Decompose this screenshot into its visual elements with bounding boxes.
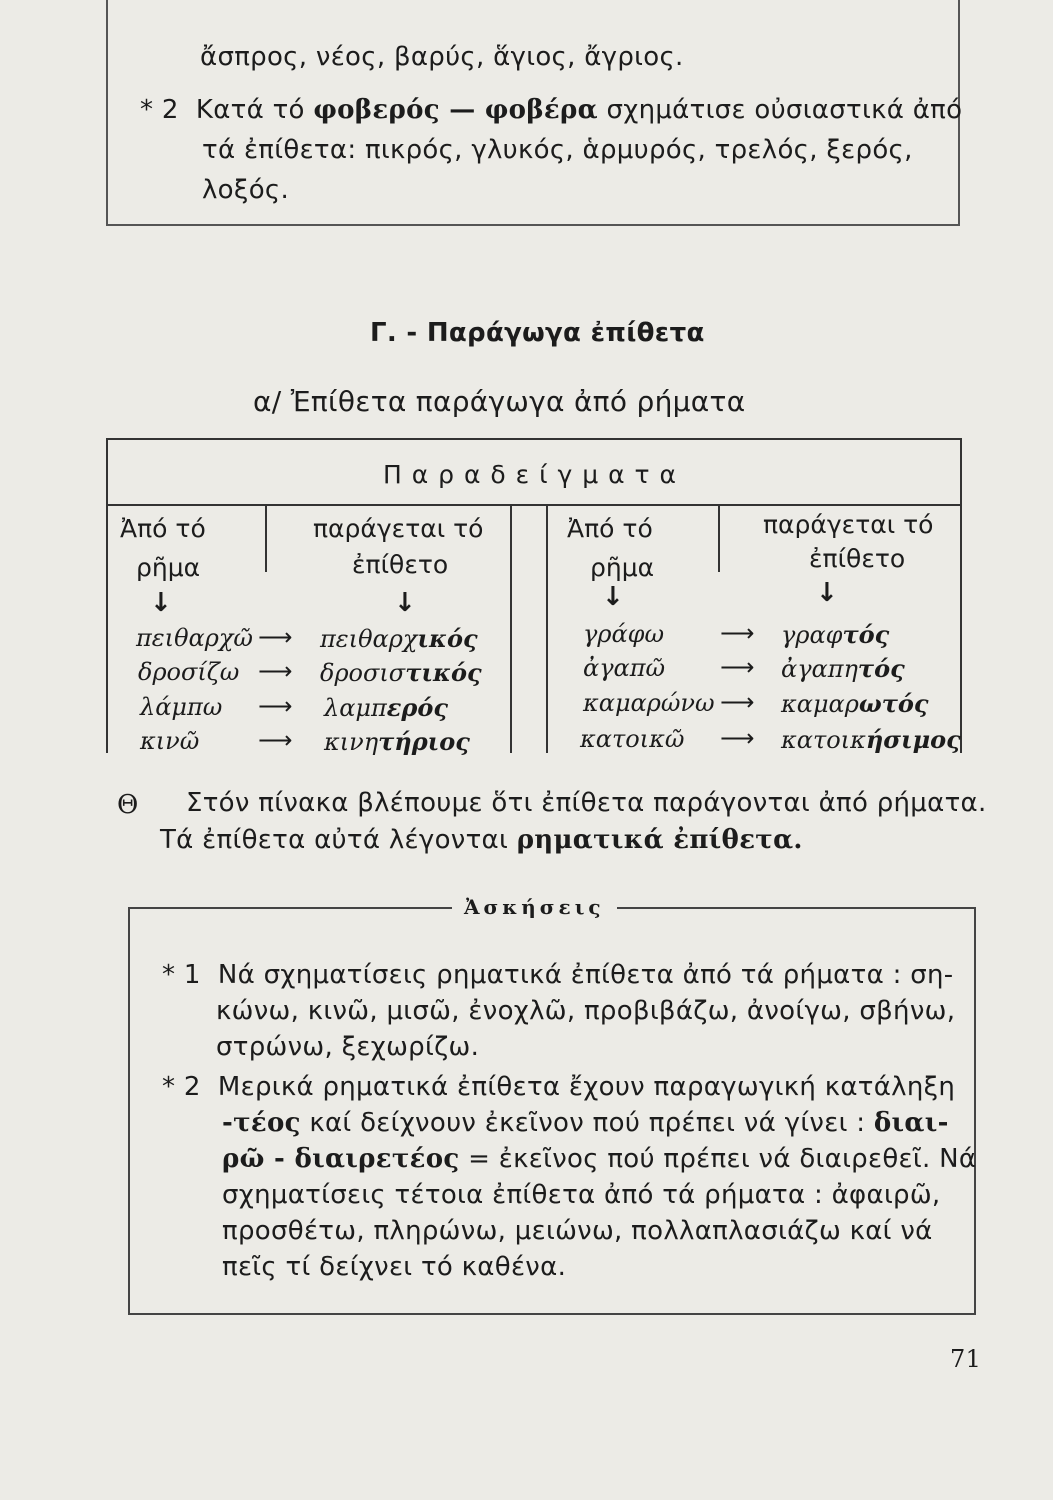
verb: γράφω [583,620,665,648]
section-heading: Γ. - Παράγωγα ἐπίθετα [370,318,705,348]
exercise-2-line5: προσθέτω, πληρώνω, μειώνω, πολλαπλασιάζω καί νά [222,1216,933,1246]
exercise-text: σχημάτισε οὐσιαστικά ἀπό [606,95,963,125]
exercise-2: * 2 Μερικά ρηματικά ἐπίθετα ἔχουν παραγωγική κατάληξη [162,1072,956,1102]
right-arrow-icon: ⟶ [258,692,293,720]
column-header: παράγεται τό [763,510,934,539]
table-divider [108,504,960,506]
verb: καμαρώνω [583,689,715,717]
adjective: πειθαρχικός [320,624,478,653]
page-number: 71 [950,1345,982,1373]
exercise-2-line4: σχηματίσεις τέτοια ἐπίθετα ἀπό τά ρήματα : ἀφαιρῶ, [222,1180,941,1210]
adjective: γραφτός [781,620,890,649]
adjective: καμαρωτός [781,689,929,718]
right-arrow-icon: ⟶ [258,623,293,651]
down-arrow-icon: ↓ [394,588,416,618]
table-divider [265,504,267,572]
example-pair: φοβερός — φοβέρα [313,95,598,125]
table-divider [546,504,548,753]
note-line-2: Τά ἐπίθετα αὐτά λέγονται ρηματικά ἐπίθετα. [160,825,803,855]
column-header: ρῆμα [590,553,655,582]
exercise-text: Κατά τό [195,95,305,125]
adjective: λαμπερός [324,693,448,722]
down-arrow-icon: ↓ [150,588,172,618]
exercise-2-line3: ρῶ - διαιρετέος = ἐκεῖνος πού πρέπει νά διαιρεθεῖ. Νά [222,1144,977,1174]
right-arrow-icon: ⟶ [258,726,293,754]
adjective: ἀγαπητός [781,654,905,683]
adjective: δροσιστικός [320,658,482,687]
verb: κινῶ [140,727,200,755]
exercise-2-line6: πεῖς τί δείχνει τό καθένα. [222,1252,567,1282]
column-header: Ἀπό τό [567,514,653,543]
right-arrow-icon: ⟶ [720,724,755,752]
adjective: κινητήριος [324,727,470,756]
column-header: ἐπίθετο [809,544,906,573]
column-header: παράγεται τό [313,514,484,543]
column-header: ρῆμα [136,553,201,582]
verb: ἀγαπῶ [583,654,666,682]
column-header: Ἀπό τό [120,514,206,543]
word-list-line: ἄσπρος, νέος, βαρύς, ἅγιος, ἄγριος. [200,42,684,72]
verb: λάμπω [140,693,223,721]
derivation-table [106,438,962,756]
column-header: ἐπίθετο [352,550,449,579]
exercise-2-line3: λοξός. [202,175,290,205]
right-arrow-icon: ⟶ [720,688,755,716]
exercise-2-text [140,95,962,125]
verb: πειθαρχῶ [136,624,253,652]
exercises-title: Ἀσκήσεις [452,895,617,919]
table-title: Π α ρ α δ ε ί γ μ α τ α [383,460,678,489]
term-rhematika: ρηματικά ἐπίθετα. [516,825,803,855]
right-arrow-icon: ⟶ [720,619,755,647]
exercise-1-line3: στρώνω, ξεχωρίζω. [216,1032,480,1062]
exercise-1: * 1 Νά σχηματίσεις ρηματικά ἐπίθετα ἀπό τά ρήματα : ση- [162,960,954,990]
down-arrow-icon: ↓ [602,582,624,612]
exercise-marker: * 1 [162,960,201,990]
adjective: κατοικήσιμος [781,725,961,754]
exercise-2-line2: -τέος καί δείχνουν ἐκεῖνον πού πρέπει νά γίνει : διαι- [222,1108,949,1138]
verb: κατοικῶ [580,725,685,753]
subsection-heading: α/ Ἐπίθετα παράγωγα ἀπό ρήματα [253,385,746,418]
down-arrow-icon: ↓ [816,578,838,608]
note-line-1: Στόν πίνακα βλέπουμε ὅτι ἐπίθετα παράγονται ἀπό ρήματα. [186,788,987,818]
table-divider [510,504,512,753]
verb: δροσίζω [138,658,240,686]
exercise-1-line2: κώνω, κινῶ, μισῶ, ἐνοχλῶ, προβιβάζω, ἀνοίγω, σβήνω, [216,996,956,1026]
exercise-marker: * 2 [162,1072,201,1102]
exercise-2-line2: τά ἐπίθετα: πικρός, γλυκός, ἁρμυρός, τρελός, ξερός, [202,135,913,165]
table-divider [718,504,720,572]
theta-symbol: Θ [117,790,139,820]
exercise-marker: * 2 [140,95,179,125]
right-arrow-icon: ⟶ [720,653,755,681]
right-arrow-icon: ⟶ [258,657,293,685]
